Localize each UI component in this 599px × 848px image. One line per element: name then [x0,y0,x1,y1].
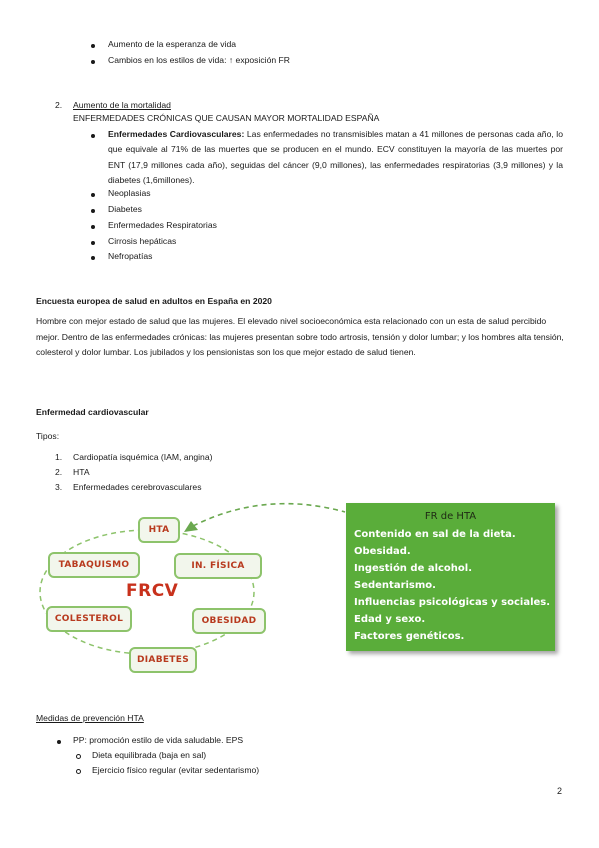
fr-item: Edad y sexo. [354,614,426,625]
list-item: Dieta equilibrada (baja en sal) [92,750,207,760]
list-item: Enfermedades Respiratorias [108,220,217,230]
list-item: Cardiopatía isquémica (IAM, angina) [73,452,213,462]
circle-bullet-icon [76,769,81,774]
list-item: Cambios en los estilos de vida: ↑ exposición FR [108,55,290,65]
bullet-icon [57,740,61,744]
node-diabetes: DIABETES [129,647,197,673]
node-colesterol: COLESTEROL [46,606,132,632]
list-item: Diabetes [108,204,142,214]
list-number: 3. [55,482,63,492]
types-label: Tipos: [36,431,60,441]
fr-box-title: FR de HTA [424,511,477,522]
list-item: Aumento de la esperanza de vida [108,39,237,49]
node-tabaquismo: TABAQUISMO [48,552,140,578]
page-number: 2 [557,786,563,796]
fr-item: Sedentarismo. [354,580,436,591]
fr-item: Obesidad. [354,546,411,557]
fr-item: Contenido en sal de la dieta. [354,529,516,540]
fr-item: Influencias psicológicas y sociales. [354,597,551,608]
node-hta: HTA [138,517,180,543]
list-item: Nefropatías [108,251,153,261]
connector-arrow [193,504,345,526]
prevention-title: Medidas de prevención HTA [36,713,144,723]
fr-hta-box [346,503,555,651]
arrow-head-icon [184,521,198,532]
cardio-section-title: Enfermedad cardiovascular [36,407,149,417]
list-item: Enfermedades cerebrovasculares [73,482,202,492]
circle-bullet-icon [76,754,81,759]
list-item: HTA [73,467,90,477]
fr-item: Ingestión de alcohol. [354,563,473,574]
cardio-label: Enfermedades Cardiovasculares: [108,129,245,139]
cardio-text: Las enfermedades no transmisibles matan a 41 millones de personas cada año, lo que equivale al 71% de las muertes que se producen en el mundo. ECV constituyen la mayoría de las muertes por ENT (17,9 millones cada año), seguidas del cáncer (9,0 millones), las enfermedades respiratorias (3,9 millones) y la diabetes (1,6millones). [108,129,563,185]
fr-item: Factores genéticos. [354,631,465,642]
diagram-center-label: FRCV [126,581,179,601]
node-inactividad: IN. FÍSICA [174,553,262,579]
list-number: 2. [55,467,63,477]
survey-paragraph: Hombre con mejor estado de salud que las mujeres. El elevado nivel socioeconómica esta relacionado con un esta de salud percibido mejor. Dentro de las enfermedades crónicas: las mujeres presentan sobre todo artrosis, tensión y dolor lumbar; y los hombres alta tensión, colesterol y dolor lumbar. Los jubilados y los pensionistas son los que mejor estado de salud tienen. [36,316,564,357]
survey-title: Encuesta europea de salud en adultos en España en 2020 [36,296,272,306]
section-title: Aumento de la mortalidad [73,100,171,110]
list-number: 1. [55,452,63,462]
list-item: Neoplasias [108,188,151,198]
section-number: 2. [55,100,63,110]
section-subtitle: ENFERMEDADES CRÓNICAS QUE CAUSAN MAYOR MORTALIDAD ESPAÑA [73,113,380,123]
list-item: Ejercicio físico regular (evitar sedentarismo) [92,765,260,775]
list-item: PP: promoción estilo de vida saludable. EPS [73,735,244,745]
list-item: Cirrosis hepáticas [108,236,177,246]
node-obesidad: OBESIDAD [192,608,266,634]
